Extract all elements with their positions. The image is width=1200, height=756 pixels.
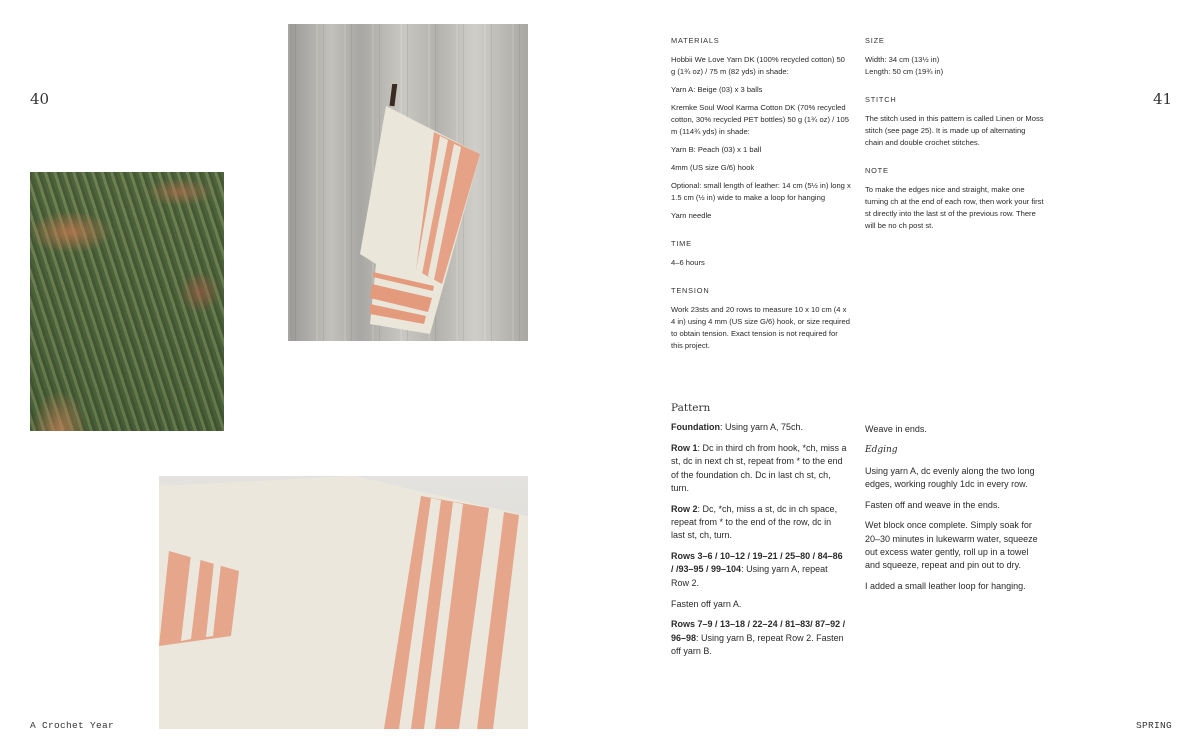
grass-photo	[30, 172, 224, 431]
pattern-step-text: : Dc, *ch, miss a st, dc in ch space, repeat from * to the end of the row, dc in last st, ch, turn.	[671, 503, 838, 541]
tension-text: Work 23sts and 20 rows to measure 10 x 10 cm (4 x 4 in) using 4 mm (US size G/6) hook, or size required to obtain tension. Exact tension is not required for this project.	[671, 305, 850, 350]
flat-towel-illustration	[159, 476, 528, 729]
size-length: Length: 50 cm (19¾ in)	[865, 67, 944, 76]
pattern-step-label: Rows 3–6 / 10–12 / 19–21 / 25–80 / 84–86 / /93–95 / 99–104	[671, 551, 843, 575]
size-section	[865, 35, 1045, 78]
materials-item: Kremke Soul Wool Karma Cotton DK (70% recycled cotton, 30% recycled PET bottles) 50 g (1¾ oz) / 105 m (114¾ yds) in shade:	[671, 103, 849, 136]
pattern-step-text: : Using yarn B, repeat Row 2. Fasten off yarn B.	[671, 632, 844, 656]
pattern-step-text: : Using yarn A, 75ch.	[720, 422, 804, 433]
materials-item: Yarn needle	[671, 211, 712, 220]
pattern-step	[671, 618, 847, 658]
footer-book-title: A Crochet Year	[30, 720, 115, 731]
time-heading: TIME	[671, 239, 692, 248]
materials-item: Yarn B: Peach (03) x 1 ball	[671, 145, 762, 154]
footer-section-name: SPRING	[1136, 720, 1173, 731]
size-column	[865, 35, 1045, 248]
pattern-step-text: Fasten off yarn A.	[671, 598, 742, 609]
edging-step: I added a small leather loop for hanging.	[865, 581, 1026, 592]
note-section	[865, 165, 1045, 232]
pattern-step-label: Row 1	[671, 443, 698, 454]
weave-text: Weave in ends.	[865, 424, 927, 434]
page-number-left: 40	[30, 90, 50, 108]
pattern-step-label: Rows 7–9 / 13–18 / 22–24 / 81–83/ 87–92 / 96–98	[671, 619, 846, 643]
stitch-text: The stitch used in this pattern is called Linen or Moss stitch (see page 25). It is made up of alternating chain and double crochet stitches.	[865, 114, 1044, 147]
pattern-step	[671, 442, 847, 495]
tension-heading: TENSION	[671, 286, 710, 295]
edging-step: Wet block once complete. Simply soak for 20–30 minutes in lukewarm water, squeeze out excess water gently, roll up in a towel and squeeze, repeat and pin out to dry.	[865, 520, 1038, 571]
materials-item: Yarn A: Beige (03) x 3 balls	[671, 85, 763, 94]
tension-section	[671, 285, 851, 352]
flat-towel-photo	[159, 476, 528, 729]
materials-heading: MATERIALS	[671, 36, 720, 45]
pattern-step-label: Row 2	[671, 503, 698, 514]
edging-title: Edging	[865, 444, 898, 455]
pattern-step	[671, 503, 847, 543]
pattern-step-label: Foundation	[671, 422, 720, 433]
pattern-step-text: : Using yarn A, repeat Row 2.	[671, 564, 828, 588]
note-heading: NOTE	[865, 166, 889, 175]
page-number-right: 41	[1153, 90, 1173, 108]
materials-item: 4mm (US size G/6) hook	[671, 163, 755, 172]
note-text: To make the edges nice and straight, make one turning ch at the end of each row, then work your first st directly into the last st of the previous row. There will be no ch post st.	[865, 185, 1044, 230]
materials-column	[671, 35, 851, 368]
pattern-title: Pattern	[671, 402, 711, 414]
pattern-step	[671, 598, 847, 611]
stitch-section	[865, 94, 1045, 149]
pattern-left-column	[671, 402, 847, 666]
pattern-step	[671, 421, 847, 434]
pattern-step-text: : Dc in third ch from hook, *ch, miss a st, dc in next ch st, repeat from * to the end of the foundation ch. Dc in last ch st, ch, turn.	[671, 443, 847, 493]
time-section	[671, 238, 851, 269]
pattern-right-column	[865, 423, 1045, 601]
materials-item: Hobbii We Love Yarn DK (100% recycled cotton) 50 g (1¾ oz) / 75 m (82 yds) in shade:	[671, 55, 845, 76]
time-text: 4–6 hours	[671, 258, 705, 267]
edging-step: Fasten off and weave in the ends.	[865, 499, 1000, 510]
pattern-step	[671, 550, 847, 590]
size-heading: SIZE	[865, 36, 885, 45]
materials-item: Optional: small length of leather: 14 cm (5½ in) long x 1.5 cm (½ in) wide to make a loop for hanging	[671, 181, 851, 202]
size-width: Width: 34 cm (13½ in)	[865, 55, 940, 64]
hanging-towel-illustration	[330, 84, 490, 334]
materials-section	[671, 35, 851, 222]
hanging-towel-photo	[288, 24, 528, 341]
stitch-heading: STITCH	[865, 95, 897, 104]
edging-step: Using yarn A, dc evenly along the two long edges, working roughly 1dc in every row.	[865, 465, 1035, 489]
